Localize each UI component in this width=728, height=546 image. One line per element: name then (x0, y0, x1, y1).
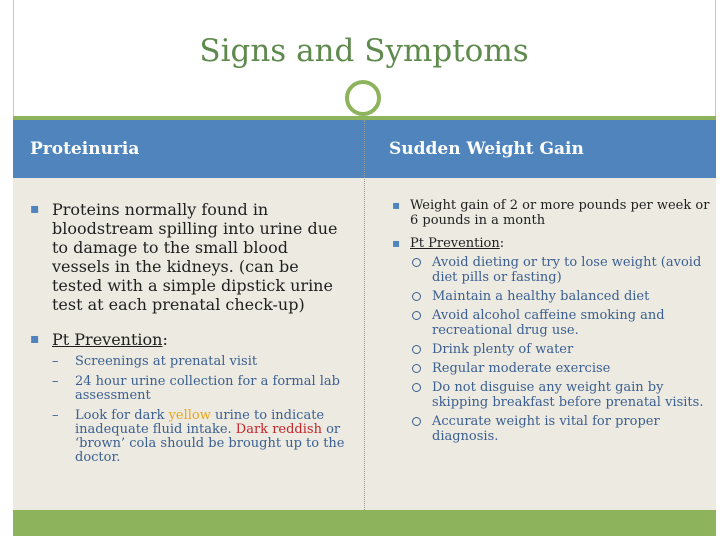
list-item (30, 375, 350, 403)
sub-text: Look for dark (75, 408, 169, 423)
square-bullet-icon: ▪ (30, 331, 40, 347)
ring-bullet-icon (412, 364, 421, 373)
slide-title: Signs and Symptoms (199, 33, 529, 69)
list-item (390, 414, 710, 444)
list-item (30, 200, 350, 314)
prevention-colon: : (499, 236, 505, 251)
sub-text: Do not disguise any weight gain by skipping breakfast before prenatal visits. (432, 380, 704, 410)
weight-gain-list (390, 198, 710, 444)
bullet-text: Proteins normally found in bloodstream spilling into urine due to damage to the small blood vessels in the kidneys. (can be tested with a simple dipstick urine test at each prenatal check-up) (52, 200, 338, 314)
sub-text: Avoid alcohol caffeine smoking and recreational drug use. (432, 308, 665, 338)
list-item (390, 236, 710, 251)
list-item (30, 330, 350, 349)
column-heading-proteinuria: Proteinuria (30, 139, 140, 159)
ring-bullet-icon (412, 345, 421, 354)
dash-bullet-icon: – (52, 374, 59, 389)
ring-bullet-icon (412, 292, 421, 301)
prevention-label: Pt Prevention (52, 330, 163, 349)
column-divider (364, 120, 365, 510)
dash-bullet-icon: – (52, 408, 59, 423)
column-heading-weight-gain: Sudden Weight Gain (389, 139, 584, 159)
sub-text: Drink plenty of water (432, 342, 574, 357)
list-item (30, 355, 350, 369)
dash-bullet-icon: – (52, 354, 59, 369)
proteinuria-list (30, 200, 350, 465)
prevention-label: Pt Prevention (410, 236, 500, 251)
list-item (390, 361, 710, 376)
sub-text: Regular moderate exercise (432, 361, 611, 376)
sub-text: Accurate weight is vital for proper diagnosis. (432, 414, 660, 444)
ring-bullet-icon (412, 311, 421, 320)
sub-text: Maintain a healthy balanced diet (432, 289, 650, 304)
square-bullet-icon: ▪ (30, 201, 40, 217)
highlight-red: Dark reddish (235, 422, 322, 437)
sub-text: 24 hour urine collection for a formal lab assessment (75, 374, 340, 403)
ring-bullet-icon (412, 417, 421, 426)
list-item (390, 342, 710, 357)
sub-text: Avoid dieting or try to lose weight (avoid diet pills or fasting) (432, 255, 702, 285)
circle-ornament-icon (345, 80, 381, 116)
sub-text: or ‘brown’ cola should be brought up to the doctor. (75, 422, 345, 465)
ring-bullet-icon (412, 383, 421, 392)
list-item (390, 289, 710, 304)
list-item (390, 380, 710, 410)
highlight-yellow: yellow (168, 408, 211, 423)
list-item (390, 308, 710, 338)
square-bullet-icon: ▪ (392, 236, 401, 250)
footer-bar (13, 510, 716, 536)
ring-bullet-icon (412, 258, 421, 267)
bullet-text: Weight gain of 2 or more pounds per week or 6 pounds in a month (410, 198, 710, 228)
list-item (390, 198, 710, 228)
sub-text: Screenings at prenatal visit (75, 354, 258, 369)
sub-text: urine to indicate inadequate fluid intake. (75, 408, 325, 437)
list-item (390, 255, 710, 285)
prevention-colon: : (162, 330, 168, 349)
square-bullet-icon: ▪ (392, 198, 401, 212)
list-item (30, 409, 350, 465)
